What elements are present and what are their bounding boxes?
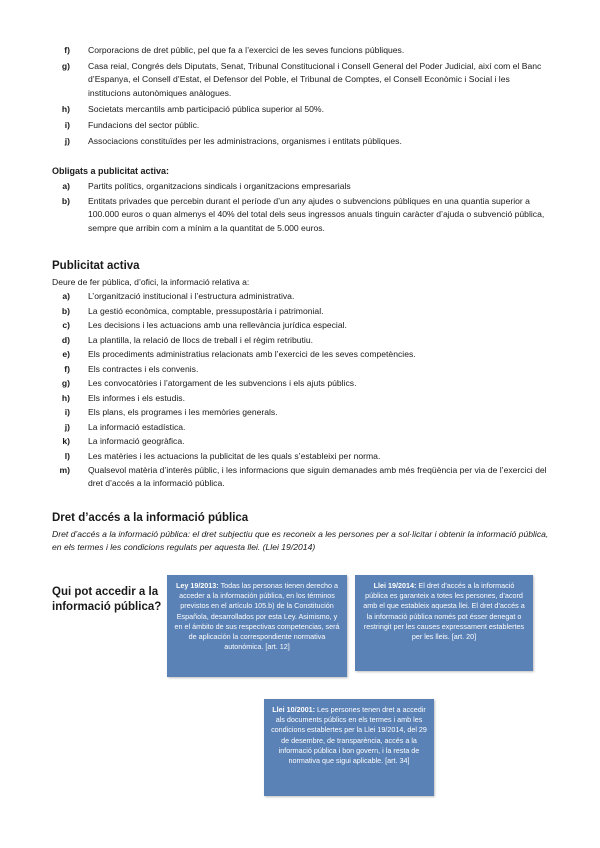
list-item: j) Associacions constituïdes per les administracions, organismes i entitats públiques. xyxy=(64,136,402,147)
publicitat-intro: Deure de fer pública, d’ofici, la informació relativa a: xyxy=(52,277,250,287)
list-item: j) La informació estadística. xyxy=(64,421,186,432)
list-item: k) La informació geogràfica. xyxy=(62,436,185,446)
list-item: l) Les matèries i les actuacions la publicitat de les quals s’estableixi per norma. xyxy=(64,450,381,461)
list-item: b) Entitats privades que percebin durant el període d’un any ajudes o subvencions públiques en una quantia superior a 100.000 euros o quan almenys el 40% del total dels seus ingressos anuals tinguin caràcter d’ajuda o subvenció pública, sempre que arribin com a mínim a la quantitat de 5.000 euros. xyxy=(61,196,545,233)
dret-heading: Dret d’accés a la informació pública xyxy=(52,512,249,524)
list-item: g) Les convocatòries i l’atorgament de les subvencions i els ajuts públics. xyxy=(61,378,357,388)
publicitat-heading: Publicitat activa xyxy=(52,260,140,272)
list-item: a) L’organització institucional i l’estructura administrativa. xyxy=(62,291,295,301)
list-item: h) Els informes i els estudis. xyxy=(61,392,185,403)
list-item: g) Casa reial, Congrés dels Diputats, Senat, Tribunal Constitucional i Consell General del Poder Judicial, així com el Banc d’Espanya, el Consell d’Estat, el Defensor del Poble, el Tribunal de Comptes, el Consell Econòmic i Social i les institucions autonòmiques anàlogues. xyxy=(61,61,542,98)
llei-10-2001-box: Llei 10/2001: Les persones tenen dret a accedir als documents públics en els termes i amb les condicions establertes per la Llei 19/2014, del 29 de desembre, de transparència, accés a la informació pública i bon govern, i la resta de normativa que sigui aplicable. [art. 34] xyxy=(264,699,434,796)
entities-list xyxy=(52,44,552,148)
qui-heading: Qui pot accedir a la informació pública? xyxy=(52,586,162,613)
list-item: i) Els plans, els programes i les memòries generals. xyxy=(64,407,278,417)
list-item: f) Els contractes i els convenis. xyxy=(64,363,199,374)
list-item: e) Els procediments administratius relacionats amb l’exercici de les seves competències. xyxy=(62,349,416,359)
obligats-heading: Obligats a publicitat activa: xyxy=(52,166,170,176)
obligats-list xyxy=(52,180,552,235)
ley-19-2013-box: Ley 19/2013: Todas las personas tienen derecho a acceder a la información pública, en los términos previstos en el artículo 105.b) de la Constitución Española, desarrollados por esta Ley. Asimismo, y en el ámbito de sus respectivas competencias, será de aplicación la correspondiente normativa autonómica. [art. 12] xyxy=(167,575,347,677)
list-item: c) Les decisions i les actuacions amb una rellevància jurídica especial. xyxy=(62,320,347,330)
llei-19-2014-box: Llei 19/2014: El dret d’accés a la informació pública es garanteix a totes les persones, d’acord amb el que estableix aquesta llei. El dret d’accés a la informació pública només pot ésser denegat o restringit per les causes expressament establertes per les lleis. [art. 20] xyxy=(355,575,533,671)
list-item: m) Qualsevol matèria d’interès públic, i les informacions que siguin demanades amb més freqüència per via de l’exercici del dret d’accés a la informació pública. xyxy=(59,465,547,489)
list-item: a) Partits polítics, organitzacions sindicals i organitzacions empresarials xyxy=(62,181,351,191)
list-item: i) Fundacions del sector públic. xyxy=(64,120,200,131)
list-item: b) La gestió econòmica, comptable, pressupostària i patrimonial. xyxy=(61,305,324,316)
list-item: d) La plantilla, la relació de llocs de treball i el règim retributiu. xyxy=(61,334,313,345)
list-item: f) Corporacions de dret públic, pel que fa a l’exercici de les seves funcions públiques. xyxy=(64,45,405,55)
dret-definition: Dret d’accés a la informació pública: el dret subjectiu que es reconeix a les persones per a sol·licitar i obtenir la informació pública, en els termes i les condicions regulats per aquesta llei. (Llei 19/2014) xyxy=(52,529,549,552)
publicitat-list xyxy=(52,290,552,490)
list-item: h) Societats mercantils amb participació pública superior al 50%. xyxy=(61,103,324,114)
